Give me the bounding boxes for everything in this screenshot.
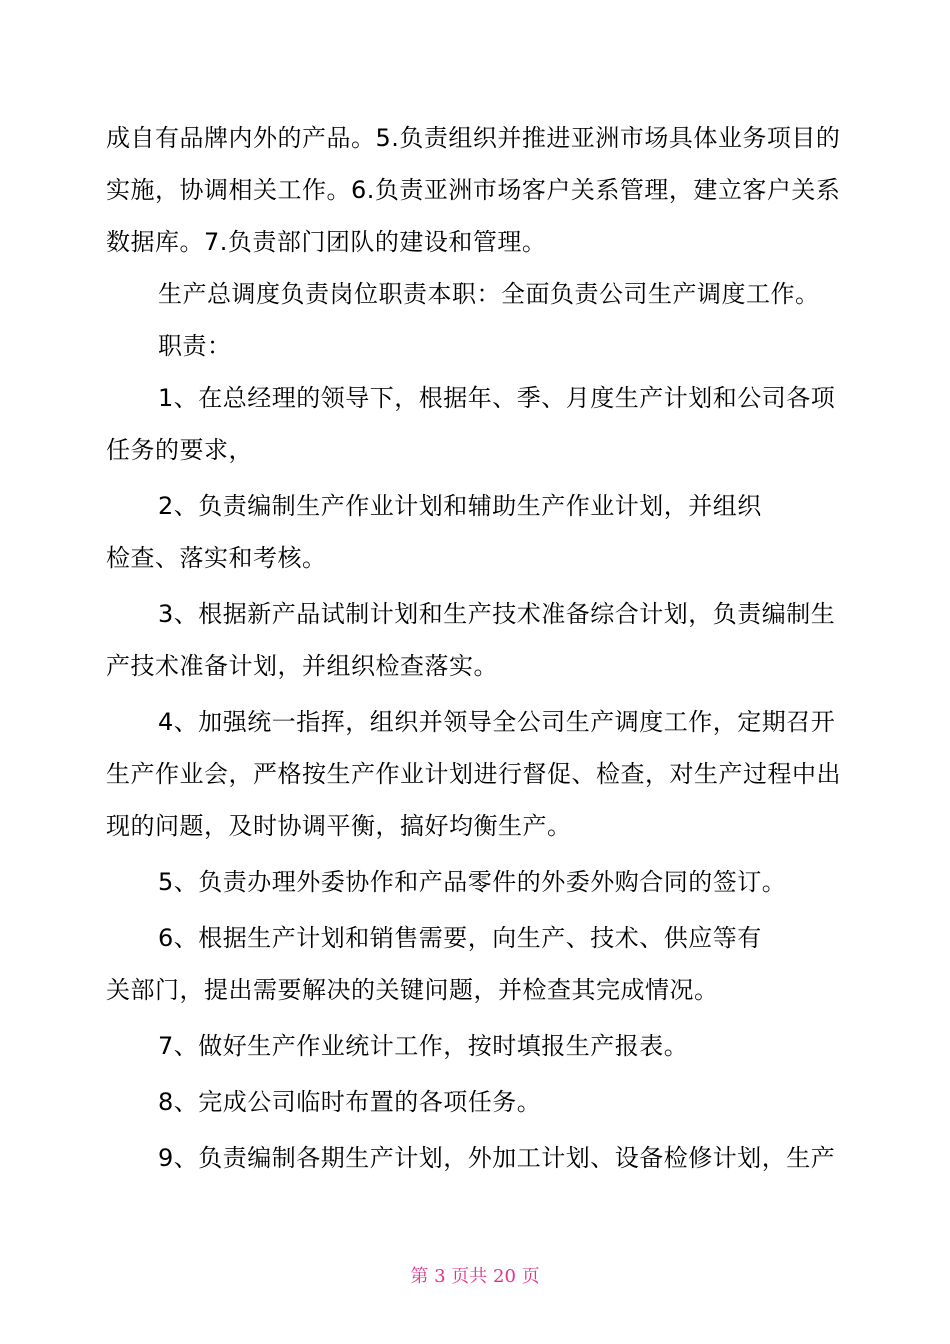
paragraph-duties-heading: 职责： <box>158 332 232 360</box>
paragraph-duty-7: 7、做好生产作业统计工作，按时填报生产报表。 <box>158 1032 689 1060</box>
page-number-footer: 第 3 页共 20 页 <box>410 1266 540 1287</box>
paragraph-duty-5: 5、负责办理外委协作和产品零件的外委外购合同的签订。 <box>158 868 787 896</box>
paragraph-duty-4: 4、加强统一指挥，组织并领导全公司生产调度工作，定期召开生产作业会，严格按生产作业计划进行督促、检查，对生产过程中出现的问题，及时协调平衡，搞好均衡生产。 <box>106 708 841 840</box>
paragraph-duty-3: 3、根据新产品试制计划和生产技术准备综合计划，负责编制生产技术准备计划，并组织检查落实。 <box>106 600 836 680</box>
paragraph-duty-2-continued: 检查、落实和考核。 <box>106 544 327 572</box>
paragraph-duty-6-continued: 关部门，提出需要解决的关键问题，并检查其完成情况。 <box>106 976 719 1004</box>
document-body <box>106 112 846 1184</box>
paragraph-role-summary: 生产总调度负责岗位职责本职：全面负责公司生产调度工作。 <box>158 280 820 308</box>
paragraph-duty-9: 9、负责编制各期生产计划，外加工计划、设备检修计划，生产 <box>158 1144 836 1172</box>
paragraph-duty-1: 1、在总经理的领导下，根据年、季、月度生产计划和公司各项任务的要求， <box>106 384 836 464</box>
paragraph-duty-2: 2、负责编制生产作业计划和辅助生产作业计划，并组织 <box>158 492 762 520</box>
paragraph-duty-8: 8、完成公司临时布置的各项任务。 <box>158 1088 542 1116</box>
paragraph-continuation: 成自有品牌内外的产品。5.负责组织并推进亚洲市场具体业务项目的实施，协调相关工作。6.负责亚洲市场客户关系管理，建立客户关系数据库。7.负责部门团队的建设和管理。 <box>106 124 841 256</box>
paragraph-duty-6: 6、根据生产计划和销售需要，向生产、技术、供应等有 <box>158 924 762 952</box>
